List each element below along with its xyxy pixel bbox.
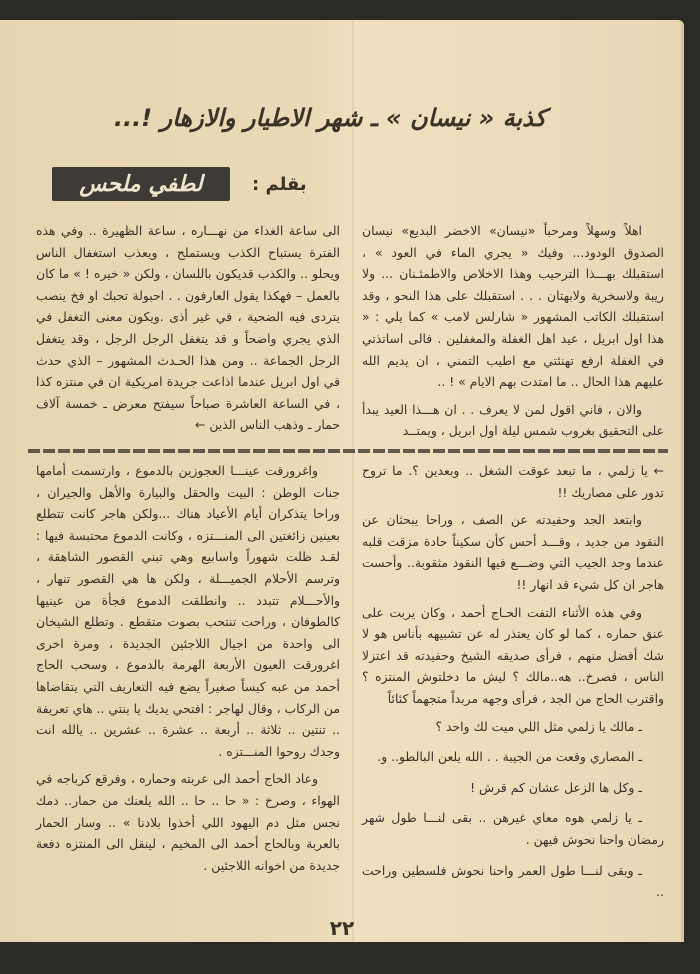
page-number: ٢٢: [329, 916, 355, 940]
column-bottom-left: [36, 460, 340, 882]
byline-label: بقلم :: [252, 173, 307, 195]
byline: [52, 164, 307, 204]
dialog-line: ـ يا زلمي هوه معاي غيرهن .. بقى لنـــا طول شهر رمضان واحنا نحوش فيهن .: [362, 810, 664, 847]
dialog-line: ـ وكل ها الزعل عشان كم قرش !: [470, 779, 642, 795]
paragraph: وعاد الحاج أحمد الى عربته وحماره ، وفرقع كرباجه في الهواء ، وصرخ : « حا .. حا .. الله يلعنك من حمار.. دمك نجس مثل دم اليهود اللي أخذوا بلادنا » .. وسار الحمار بالعربة وبالحاج أحمد الى المخيم ، لينقل الى المنتزه دفعة جديدة من اخوانه اللاجئين .: [36, 771, 340, 873]
dialog-line: ـ وبقى لنـــا طول العمر واحنا نحوش فلسطين وراحت ..: [362, 862, 664, 900]
paragraph: واغرورقت عينـــا العجوزين بالدموع ، وارتسمت أمامها جنات الوطن : البيت والحقل والبيارة والأهل والجيران ، وراحا يتذكران أيام الأعياد هناك ...ولكن هاجر كانت تتطلع بعينين زائغتين الى المنـــتزه ، وكانت الدموع محتبسة فيها : لقـد ظلت شهوراً واسابيع وهي تبني القصور الشاهقة ، وترسم الأحلام الجميـــلة ، ولكن ها هي القصور تنهار ، والأحـــلام تتبدد .. وانطلقت الدموع فجأة من عينيها كالطوفان ، وراحت تنتحب بصوت متقطع . وتطلع الشيخان الى واحدة من اجيال اللاجئين الجديدة ، ومرة اخرى اغرورقت العيون الأربعة الهرمة بالدموع ، وسحب الحاج أحمد من عبه كيساً صغيراً يضع فيه التعاريف التي يتقاضاها من الركاب ، وقال لهاجر : افتحي يديك يا بنتي .. هاي تعريفة .. تنتين .. ثلاثة .. أربعة .. عشرة .. عشرين .. يالله انت وجدك روحوا المنـــتزه .: [36, 463, 340, 759]
column-top-left: [36, 220, 340, 442]
dialog-line: ـ مالك يا زلمي مثل اللي ميت لك واحد ؟: [435, 718, 642, 734]
column-top-right: [362, 220, 664, 448]
page-fold: [352, 20, 354, 942]
paragraph: ← يا زلمي ، ما تبعد عوقت الشغل .. وبعدين ؟. ما تروح تدور على مصاريك !!: [362, 463, 664, 500]
article-title: كذبة « نيسان » ـ شهر الاطيار والازهار !...: [113, 104, 547, 132]
paragraph: والان ، فاني اقول لمن لا يعرف . . ان هـــذا العيد يبدأ على التحقيق بغروب شمس ليلة اول ابريل ، ويمتــد: [362, 401, 664, 439]
paragraph: وابتعد الجد وحفيدته عن الصف ، وراحا يبحثان عن النقود من جديد ، وقـــد أحس كأن سكيناً حادة مزقت قلبه عندما وجد الجيب التي وضـــع فيها النقود مثقوبة.. وأحست هاجر ان كل شيء قد انهار !!: [362, 512, 664, 592]
paragraph: اهلاً وسهلاً ومرحباً «نيسان» الاخضر البديع» نيسان الصدوق الودود... وفيك « يجري الماء في العود » ، استقبلك بهـــذا الترحيب وهذا الاخلاص والاطمئـنان ... ولا ريبة ولاسخرية ولابهتان . . . استقبلك على هذا النحو ، وقد استقبلك الكاتب المشهور « شارلس لامب » كما يلي : « هذا اول ابريل ، عيد اهل الغفلة والمغفلين . فالى اساتذتي في الغفلة ارفع تهنئتي مع اطيب التمني ، ان يديم الله عليهم هذا الحال .. ما امتدت بهم الايام » ! ..: [362, 223, 664, 390]
dashed-divider: [28, 449, 668, 453]
magazine-page: [0, 20, 684, 942]
dialog-line: ـ المصاري وقعت من الجيبة . . الله يلعن البالطو.. و.: [377, 749, 642, 765]
paragraph: الى ساعة الغداء من نهـــاره ، ساعة الظهيرة .. وفي هذه الفترة يستباح الكذب ويستملح ، ويعذب استغفال الناس ويحلو .. والكذب قديكون باللسان ، ولكن « خيره ! » ما كان بالعمل – فهكذا يقول العارفون . . احبولة تحبك او فخ ينصب يتردى فيه الضحية ، في غير أذى .ويكون معنى التغفل في الذي يجري واضحاً و قد يتغفل الرجل الرجل ، وقد يتغفل الرجل الجماعة .. ومن هذا الحـدث المشهور – الذي حدث في اول ابريل عندما اذاعت جريدة امريكية ان في منتزه كذا ، في الساعة العاشرة صباحاً سيفتح معرض ـ خمسة آلاف حمار ـ وذهب الناس الذين ←: [36, 223, 340, 433]
column-bottom-right: [362, 460, 664, 912]
paragraph: وفي هذه الأثناء التفت الحـاج أحمد ، وكان يربت على عنق حماره ، كما لو كان يعتذر له عن تشبيهه بأناس هو لا شك أفضل منهم ، فرأى صديقه الشيخ وحفيدته قد اعتزلا الناس ، فصرخ.. هه..مالك ؟ ليش ما دخلتوش المنتزه ؟ واقترب الحاج من الجد ، فرأى وجهه مربداً متجهماً كئائاً: [362, 604, 664, 706]
author-name: لطفي ملحس: [52, 167, 230, 201]
